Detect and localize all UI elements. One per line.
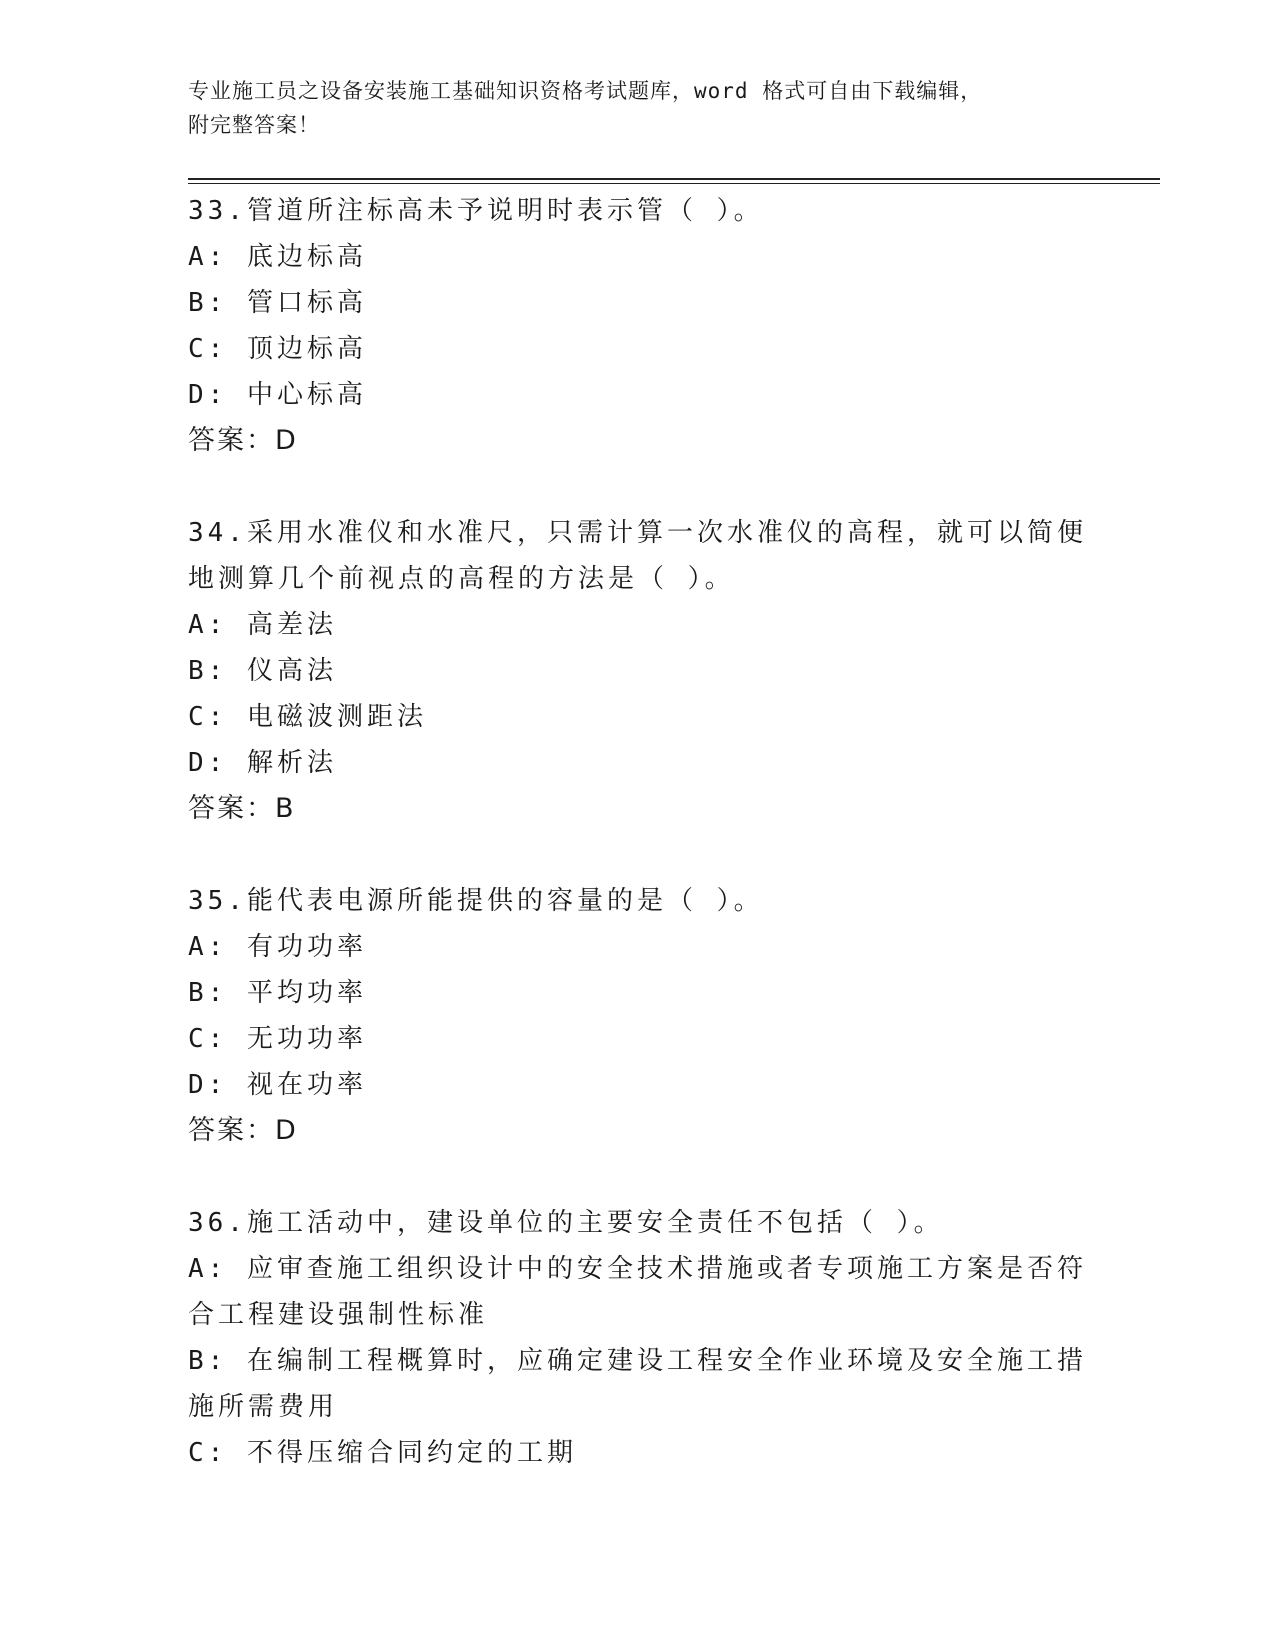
option-d: D: 解析法: [188, 748, 337, 778]
header-line-2: 附完整答案！: [188, 113, 320, 137]
option-c: C: 不得压缩合同约定的工期: [188, 1438, 577, 1468]
answer-label: 答案：D: [188, 1115, 298, 1146]
header-divider-thick: [188, 178, 1160, 180]
option-d: D: 中心标高: [188, 380, 367, 410]
option-a: A: 应审查施工组织设计中的安全技术措施或者专项施工方案是否符合工程建设强制性标准: [188, 1254, 1087, 1330]
question-list: [188, 188, 1088, 1522]
header-divider-thin: [188, 183, 1160, 184]
option-c: C: 无功功率: [188, 1024, 367, 1054]
option-c: C: 电磁波测距法: [188, 702, 427, 732]
option-a: A: 高差法: [188, 610, 337, 640]
option-c: C: 顶边标高: [188, 334, 367, 364]
question-36: [188, 1200, 1088, 1476]
option-b: B: 在编制工程概算时，应确定建设工程安全作业环境及安全施工措施所需费用: [188, 1346, 1087, 1422]
answer-label: 答案：D: [188, 425, 298, 456]
question-33: [188, 188, 1088, 464]
question-text: 34.采用水准仪和水准尺，只需计算一次水准仪的高程，就可以简便地测算几个前视点的高程的方法是（ ）。: [188, 518, 1087, 594]
answer-label: 答案：B: [188, 793, 296, 824]
question-34: [188, 510, 1088, 832]
question-35: [188, 878, 1088, 1154]
question-text: 35.能代表电源所能提供的容量的是（ ）。: [188, 886, 764, 916]
option-d: D: 视在功率: [188, 1070, 367, 1100]
option-a: A: 有功功率: [188, 932, 367, 962]
question-text: 36.施工活动中，建设单位的主要安全责任不包括（ ）。: [188, 1208, 944, 1238]
option-b: B: 仪高法: [188, 656, 337, 686]
option-b: B: 管口标高: [188, 288, 367, 318]
header-line-1: 专业施工员之设备安装施工基础知识资格考试题库，word 格式可自由下载编辑，: [188, 79, 983, 103]
document-header: [188, 74, 1068, 142]
option-a: A: 底边标高: [188, 242, 367, 272]
question-text: 33.管道所注标高未予说明时表示管（ ）。: [188, 196, 764, 226]
option-b: B: 平均功率: [188, 978, 367, 1008]
